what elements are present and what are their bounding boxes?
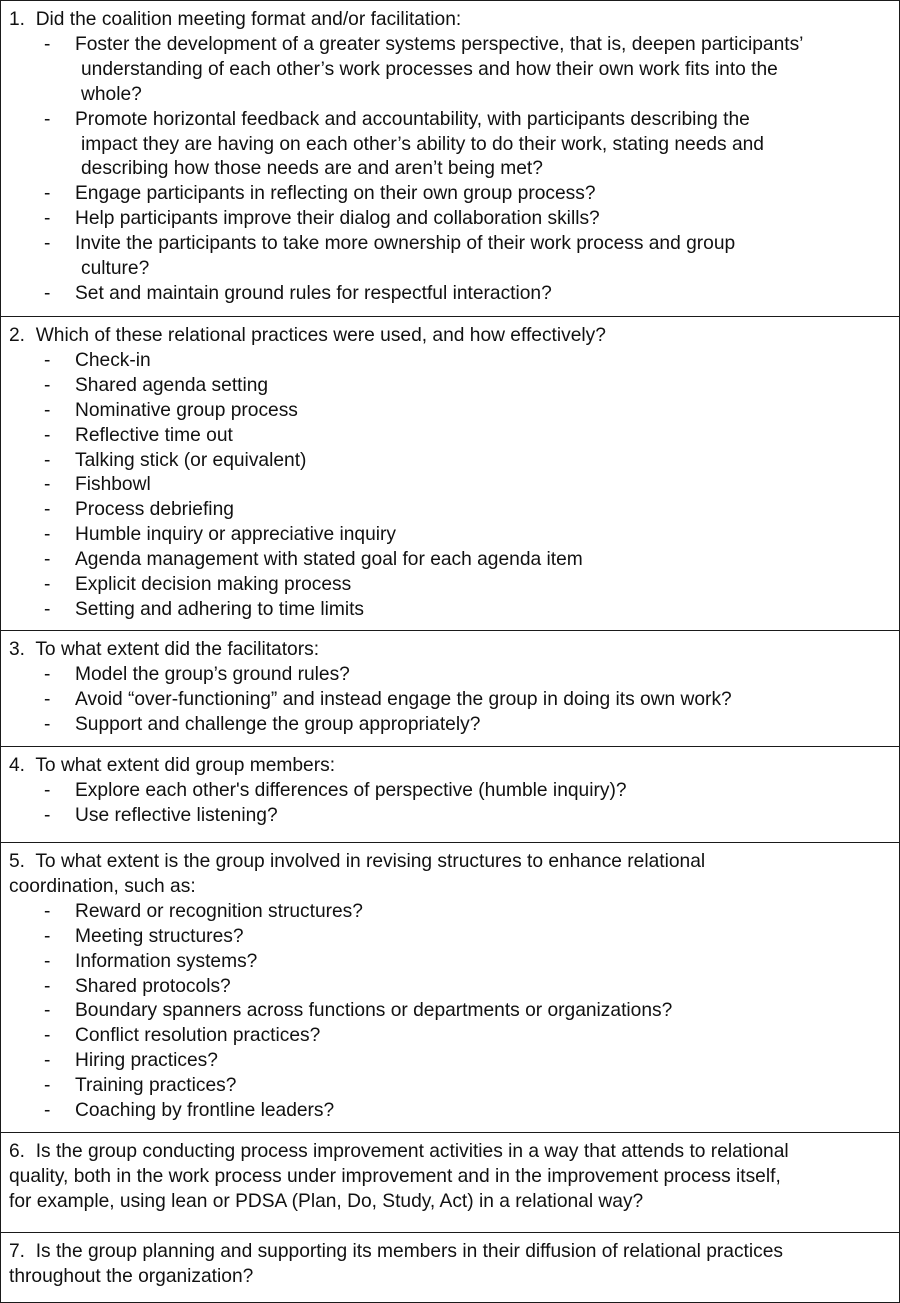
dash-bullet: - [44, 1000, 51, 1022]
dash-bullet: - [44, 779, 51, 801]
question-number: 7. [9, 1241, 26, 1262]
question-2 [9, 324, 891, 349]
list-item: - Shared protocols? [9, 975, 891, 1000]
list-item: - Reflective time out [9, 424, 891, 449]
question-number: 2. [9, 325, 26, 346]
question-text-line-2: throughout the organization? [9, 1265, 254, 1287]
list-item: - Hiring practices? [9, 1049, 891, 1074]
question-section-2 [1, 317, 899, 631]
question-3 [9, 638, 891, 663]
list-item: - Avoid “over-functioning” and instead engage the group in doing its own work? [9, 688, 891, 713]
dash-bullet: - [44, 900, 51, 922]
list-item: - Engage participants in reflecting on their own group process? [9, 182, 891, 207]
question-text-line-1: Is the group conducting process improvement activities in a way that attends to relational [35, 1141, 789, 1162]
list-item: - Invite the participants to take more ownership of their work process and group culture? [44, 233, 736, 280]
dash-bullet: - [44, 374, 51, 396]
dash-bullet: - [44, 950, 51, 972]
list-item: - Agenda management with stated goal for each agenda item [9, 548, 891, 573]
sub-item-list [9, 900, 891, 1124]
dash-bullet: - [44, 108, 51, 130]
dash-bullet: - [44, 574, 51, 596]
dash-bullet: - [44, 598, 51, 620]
list-item: - Humble inquiry or appreciative inquiry [9, 523, 891, 548]
dash-bullet: - [44, 349, 51, 371]
sub-item-list [9, 33, 891, 307]
question-text-line-2: coordination, such as: [9, 875, 196, 897]
dash-bullet: - [44, 524, 51, 546]
question-section-7 [1, 1233, 899, 1302]
question-number: 6. [9, 1141, 26, 1162]
question-number: 1. [9, 9, 26, 30]
question-section-3 [1, 631, 899, 747]
dash-bullet: - [44, 975, 51, 997]
question-text: Did the coalition meeting format and/or facilitation: [35, 9, 462, 30]
question-section-6 [1, 1133, 899, 1233]
dash-bullet: - [44, 33, 51, 55]
dash-bullet: - [44, 424, 51, 446]
list-item: - Meeting structures? [9, 925, 891, 950]
list-item: - Fishbowl [9, 473, 891, 498]
list-item: - Foster the development of a greater systems perspective, that is, deepen participants’ understanding of each other’s work processes and how their own work fits into the whole? [44, 33, 804, 105]
sub-item-list [9, 349, 891, 623]
list-item: - Model the group’s ground rules? [9, 663, 891, 688]
question-text: To what extent did group members: [35, 755, 336, 776]
list-item: - Boundary spanners across functions or departments or organizations? [9, 999, 891, 1024]
question-5 [9, 850, 891, 900]
question-text: Which of these relational practices were used, and how effectively? [35, 325, 606, 346]
dash-bullet: - [44, 399, 51, 421]
dash-bullet: - [44, 499, 51, 521]
dash-bullet: - [44, 1100, 51, 1122]
list-item: - Reward or recognition structures? [9, 900, 891, 925]
dash-bullet: - [44, 1050, 51, 1072]
dash-bullet: - [44, 925, 51, 947]
dash-bullet: - [44, 183, 51, 205]
question-text-line-2: quality, both in the work process under improvement and in the improvement process itself, [9, 1165, 781, 1187]
question-4 [9, 754, 891, 779]
dash-bullet: - [44, 1075, 51, 1097]
list-item: - Promote horizontal feedback and accountability, with participants describing the impact they are having on each other’s ability to do their work, stating needs and describing how those needs are and aren’t being met? [44, 108, 764, 180]
question-section-4 [1, 747, 899, 843]
dash-bullet: - [44, 804, 51, 826]
list-item: - Use reflective listening? [9, 804, 891, 829]
sub-item-list [9, 663, 891, 738]
list-item: - Explore each other's differences of perspective (humble inquiry)? [9, 779, 891, 804]
question-text-line-1: Is the group planning and supporting its members in their diffusion of relational practices [35, 1241, 784, 1262]
question-section-1 [1, 1, 899, 317]
dash-bullet: - [44, 663, 51, 685]
list-item: - Support and challenge the group appropriately? [9, 713, 891, 738]
question-6 [9, 1140, 891, 1215]
dash-bullet: - [44, 208, 51, 230]
question-text: To what extent did the facilitators: [35, 639, 320, 660]
list-item: - Talking stick (or equivalent) [9, 449, 891, 474]
question-text-line-3: for example, using lean or PDSA (Plan, Do, Study, Act) in a relational way? [9, 1190, 644, 1212]
dash-bullet: - [44, 688, 51, 710]
dash-bullet: - [44, 713, 51, 735]
list-item: - Help participants improve their dialog and collaboration skills? [9, 207, 891, 232]
list-item: - Information systems? [9, 950, 891, 975]
list-item: - Process debriefing [9, 498, 891, 523]
question-7 [9, 1240, 891, 1290]
question-number: 5. [9, 851, 26, 872]
dash-bullet: - [44, 449, 51, 471]
dash-bullet: - [44, 233, 51, 255]
question-number: 4. [9, 755, 26, 776]
list-item: - Training practices? [9, 1074, 891, 1099]
dash-bullet: - [44, 282, 51, 304]
dash-bullet: - [44, 1025, 51, 1047]
dash-bullet: - [44, 549, 51, 571]
question-section-5 [1, 843, 899, 1133]
question-text-line-1: To what extent is the group involved in revising structures to enhance relational [35, 851, 706, 872]
list-item: - Nominative group process [9, 399, 891, 424]
list-item: - Setting and adhering to time limits [9, 598, 891, 623]
list-item: - Coaching by frontline leaders? [9, 1099, 891, 1124]
list-item: - Set and maintain ground rules for respectful interaction? [9, 282, 891, 307]
dash-bullet: - [44, 474, 51, 496]
list-item: - Shared agenda setting [9, 374, 891, 399]
list-item: - Conflict resolution practices? [9, 1024, 891, 1049]
list-item: - Check-in [9, 349, 891, 374]
question-1 [9, 8, 891, 33]
question-number: 3. [9, 639, 26, 660]
sub-item-list [9, 779, 891, 829]
list-item: - Explicit decision making process [9, 573, 891, 598]
